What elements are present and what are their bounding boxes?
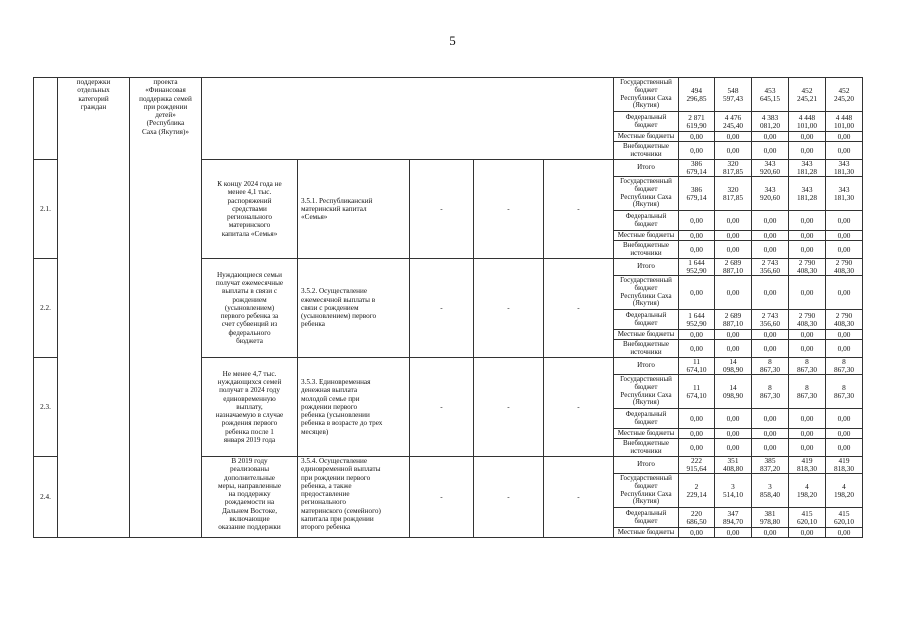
funding-source-state: Государственный бюджет Республики Саха (Якутия)	[614, 177, 679, 211]
amount-cell: 320 817,85	[715, 160, 752, 177]
amount-cell: 343 181,30	[826, 177, 863, 211]
amount-cell: 0,00	[752, 276, 789, 310]
row-number: 2.3.	[34, 358, 58, 457]
amount-cell: 0,00	[826, 528, 863, 538]
funding-source-federal: Федеральный бюджет	[614, 310, 679, 330]
amount-cell: 0,00	[679, 241, 715, 259]
amount-cell: 8 867,30	[752, 358, 789, 375]
expected-result: К концу 2024 года не менее 4,1 тыс. распоряжений средствами регионального материнского капитала «Семья»	[202, 160, 298, 259]
amount-cell: 0,00	[789, 409, 826, 429]
amount-cell: 4 198,20	[789, 474, 826, 508]
amount-cell: 343 920,60	[752, 177, 789, 211]
project-type-cell: поддержки отдельных категорий граждан	[58, 78, 130, 538]
funding-source-federal: Федеральный бюджет	[614, 409, 679, 429]
amount-cell: 385 837,20	[752, 457, 789, 474]
amount-cell: 0,00	[715, 330, 752, 340]
amount-cell: 453 645,15	[752, 78, 789, 112]
amount-cell: 4 198,20	[826, 474, 863, 508]
dash-cell: -	[544, 259, 614, 358]
measure-name: 3.5.1. Республиканский материнский капитал «Семья»	[298, 160, 410, 259]
amount-cell: 2 790 408,30	[789, 259, 826, 276]
amount-cell: 0,00	[789, 241, 826, 259]
amount-cell: 0,00	[715, 241, 752, 259]
expected-result: Нуждающиеся семьи получат ежемесячные выплаты в связи с рождением (усыновлением) первого ребенка за счет субвенций из федерального бюджета	[202, 259, 298, 358]
funding-source-local: Местные бюджеты	[614, 528, 679, 538]
dash-cell: -	[410, 259, 474, 358]
funding-source-extra: Внебюджетные источники	[614, 439, 679, 457]
amount-cell: 0,00	[752, 409, 789, 429]
amount-cell: 0,00	[679, 231, 715, 241]
dash-cell: -	[474, 358, 544, 457]
funding-source-local: Местные бюджеты	[614, 330, 679, 340]
amount-cell: 3 858,40	[752, 474, 789, 508]
amount-cell: 2 790 408,30	[826, 310, 863, 330]
amount-cell: 0,00	[826, 211, 863, 231]
amount-cell: 2 743 356,60	[752, 310, 789, 330]
amount-cell: 343 181,30	[826, 160, 863, 177]
dash-cell: -	[410, 358, 474, 457]
amount-cell: 386 679,14	[679, 177, 715, 211]
amount-cell: 0,00	[715, 276, 752, 310]
amount-cell: 0,00	[826, 340, 863, 358]
row-number: 2.1.	[34, 160, 58, 259]
amount-cell: 0,00	[826, 142, 863, 160]
amount-cell: 0,00	[715, 409, 752, 429]
amount-cell: 0,00	[789, 429, 826, 439]
amount-cell: 0,00	[715, 132, 752, 142]
amount-cell: 2 790 408,30	[826, 259, 863, 276]
amount-cell: 0,00	[789, 142, 826, 160]
amount-cell: 0,00	[752, 330, 789, 340]
funding-source-state: Государственный бюджет Республики Саха (Якутия)	[614, 375, 679, 409]
amount-cell: 8 867,30	[826, 375, 863, 409]
amount-cell: 386 679,14	[679, 160, 715, 177]
page-number: 5	[449, 33, 456, 48]
funding-source-extra: Внебюджетные источники	[614, 340, 679, 358]
funding-source-federal: Федеральный бюджет	[614, 211, 679, 231]
dash-cell: -	[544, 358, 614, 457]
amount-cell: 2 871 619,90	[679, 112, 715, 132]
dash-cell: -	[544, 160, 614, 259]
measure-name: 3.5.2. Осуществление ежемесячной выплаты в связи с рождением (усыновлением) первого ребенка	[298, 259, 410, 358]
amount-cell: 0,00	[789, 276, 826, 310]
amount-cell: 11 674,10	[679, 358, 715, 375]
row-number-cell	[34, 78, 58, 160]
dash-cell: -	[474, 259, 544, 358]
amount-cell: 0,00	[789, 132, 826, 142]
amount-cell: 0,00	[826, 439, 863, 457]
amount-cell: 0,00	[752, 211, 789, 231]
amount-cell: 4 448 101,00	[826, 112, 863, 132]
amount-cell: 0,00	[752, 429, 789, 439]
funding-source-total: Итого	[614, 358, 679, 375]
amount-cell: 0,00	[826, 429, 863, 439]
amount-cell: 415 620,10	[789, 508, 826, 528]
amount-cell: 0,00	[679, 142, 715, 160]
amount-cell: 14 098,90	[715, 375, 752, 409]
amount-cell: 2 229,14	[679, 474, 715, 508]
expected-result: В 2019 году реализованы дополнительные меры, направленные на поддержку рождаемости на Дальнем Востоке, включающие оказание поддержки	[202, 457, 298, 538]
funding-source-federal: Федеральный бюджет	[614, 112, 679, 132]
amount-cell: 0,00	[826, 231, 863, 241]
amount-cell: 0,00	[715, 211, 752, 231]
amount-cell: 548 597,43	[715, 78, 752, 112]
amount-cell: 222 915,64	[679, 457, 715, 474]
amount-cell: 0,00	[826, 409, 863, 429]
amount-cell: 0,00	[752, 439, 789, 457]
amount-cell: 0,00	[752, 231, 789, 241]
amount-cell: 0,00	[679, 429, 715, 439]
amount-cell: 2 689 887,10	[715, 259, 752, 276]
amount-cell: 452 245,20	[826, 78, 863, 112]
amount-cell: 2 689 887,10	[715, 310, 752, 330]
funding-source-state: Государственный бюджет Республики Саха (Якутия)	[614, 78, 679, 112]
amount-cell: 0,00	[679, 211, 715, 231]
amount-cell: 0,00	[752, 340, 789, 358]
continuation-cell	[202, 78, 614, 160]
amount-cell: 11 674,10	[679, 375, 715, 409]
amount-cell: 2 790 408,30	[789, 310, 826, 330]
funding-source-local: Местные бюджеты	[614, 231, 679, 241]
amount-cell: 0,00	[752, 528, 789, 538]
amount-cell: 0,00	[679, 340, 715, 358]
measure-name: 3.5.4. Осуществление единовременной выплаты при рождении первого ребенка, а также предоставление регионального материнского (семейного) капитала при рождении второго ребенка	[298, 457, 410, 538]
amount-cell: 2 743 356,60	[752, 259, 789, 276]
amount-cell: 1 644 952,90	[679, 259, 715, 276]
amount-cell: 0,00	[715, 231, 752, 241]
amount-cell: 320 817,85	[715, 177, 752, 211]
amount-cell: 8 867,30	[789, 358, 826, 375]
amount-cell: 8 867,30	[752, 375, 789, 409]
amount-cell: 343 181,28	[789, 177, 826, 211]
dash-cell: -	[544, 457, 614, 538]
amount-cell: 0,00	[826, 132, 863, 142]
row-number: 2.2.	[34, 259, 58, 358]
amount-cell: 220 686,50	[679, 508, 715, 528]
amount-cell: 415 620,10	[826, 508, 863, 528]
amount-cell: 494 296,85	[679, 78, 715, 112]
row-number: 2.4.	[34, 457, 58, 538]
amount-cell: 8 867,30	[789, 375, 826, 409]
amount-cell: 0,00	[789, 231, 826, 241]
amount-cell: 14 098,90	[715, 358, 752, 375]
program-funding-table	[33, 77, 863, 538]
project-name-cell: проекта «Финансовая поддержка семей при рождении детей» (Республика Саха (Якутия)»	[130, 78, 202, 538]
funding-source-total: Итого	[614, 259, 679, 276]
amount-cell: 0,00	[752, 241, 789, 259]
funding-source-local: Местные бюджеты	[614, 429, 679, 439]
expected-result: Не менее 4,7 тыс. нуждающихся семей получат в 2024 году единовременную выплату, назначаемую в случае рождения первого ребенка после 1 января 2019 года	[202, 358, 298, 457]
amount-cell: 0,00	[679, 132, 715, 142]
amount-cell: 0,00	[789, 330, 826, 340]
amount-cell: 0,00	[789, 439, 826, 457]
amount-cell: 0,00	[715, 142, 752, 160]
amount-cell: 0,00	[715, 528, 752, 538]
amount-cell: 0,00	[752, 132, 789, 142]
amount-cell: 0,00	[679, 528, 715, 538]
amount-cell: 0,00	[826, 241, 863, 259]
amount-cell: 0,00	[679, 409, 715, 429]
funding-source-local: Местные бюджеты	[614, 132, 679, 142]
funding-source-extra: Внебюджетные источники	[614, 142, 679, 160]
funding-source-total: Итого	[614, 160, 679, 177]
amount-cell: 343 181,28	[789, 160, 826, 177]
amount-cell: 343 920,60	[752, 160, 789, 177]
amount-cell: 1 644 952,90	[679, 310, 715, 330]
funding-source-federal: Федеральный бюджет	[614, 508, 679, 528]
amount-cell: 4 476 245,40	[715, 112, 752, 132]
dash-cell: -	[410, 160, 474, 259]
amount-cell: 0,00	[679, 276, 715, 310]
amount-cell: 381 978,80	[752, 508, 789, 528]
measure-name: 3.5.3. Единовременная денежная выплата молодой семье при рождении первого ребенка (усыновлении ребенка в возрасте до трех месяцев)	[298, 358, 410, 457]
amount-cell: 0,00	[715, 439, 752, 457]
amount-cell: 8 867,30	[826, 358, 863, 375]
amount-cell: 4 448 101,00	[789, 112, 826, 132]
amount-cell: 419 818,30	[789, 457, 826, 474]
amount-cell: 0,00	[715, 429, 752, 439]
amount-cell: 4 383 081,20	[752, 112, 789, 132]
amount-cell: 351 408,80	[715, 457, 752, 474]
amount-cell: 0,00	[789, 528, 826, 538]
funding-source-extra: Внебюджетные источники	[614, 241, 679, 259]
amount-cell: 0,00	[752, 142, 789, 160]
amount-cell: 0,00	[826, 330, 863, 340]
funding-source-state: Государственный бюджет Республики Саха (Якутия)	[614, 276, 679, 310]
dash-cell: -	[474, 160, 544, 259]
amount-cell: 0,00	[715, 340, 752, 358]
amount-cell: 0,00	[789, 211, 826, 231]
dash-cell: -	[410, 457, 474, 538]
amount-cell: 0,00	[679, 330, 715, 340]
funding-source-state: Государственный бюджет Республики Саха (Якутия)	[614, 474, 679, 508]
amount-cell: 0,00	[679, 439, 715, 457]
dash-cell: -	[474, 457, 544, 538]
funding-source-total: Итого	[614, 457, 679, 474]
amount-cell: 0,00	[789, 340, 826, 358]
amount-cell: 3 514,10	[715, 474, 752, 508]
amount-cell: 347 894,70	[715, 508, 752, 528]
amount-cell: 452 245,21	[789, 78, 826, 112]
amount-cell: 419 818,30	[826, 457, 863, 474]
amount-cell: 0,00	[826, 276, 863, 310]
